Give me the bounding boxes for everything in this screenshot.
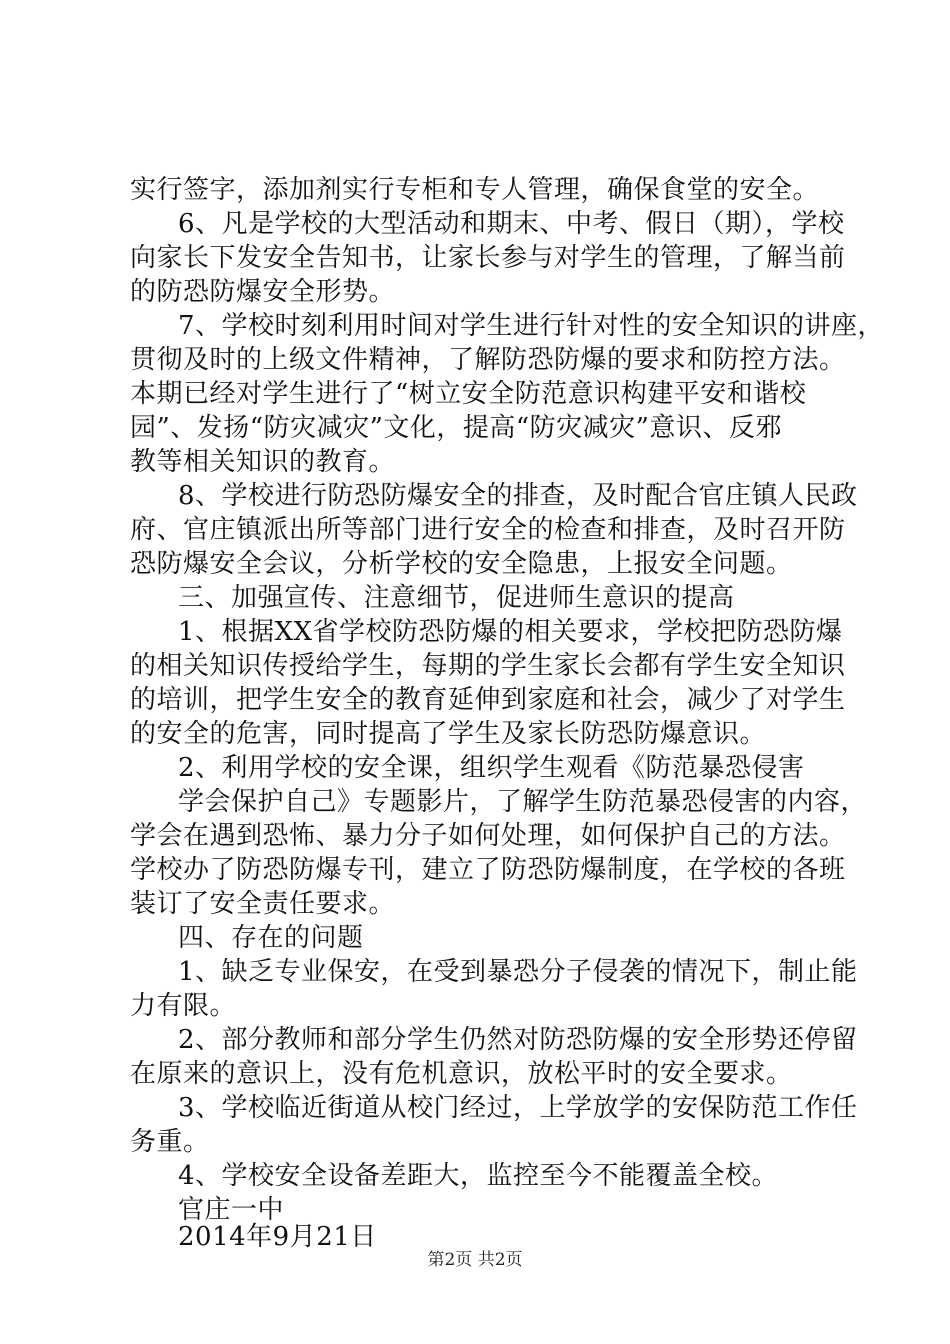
text-line: 本期已经对学生进行了“树立安全防范意识构建平安和谐校 (130, 379, 807, 409)
text-line: 3、学校临近街道从校门经过，上学放学的安保防范工作任 (178, 1093, 858, 1123)
text-line: 在原来的意识上，没有危机意识，放松平时的安全要求。 (130, 1059, 793, 1089)
text-line: 2、利用学校的安全课，组织学生观看《防范暴恐侵害 (178, 753, 805, 783)
text-line: 1、缺乏专业保安，在受到暴恐分子侵袭的情况下，制止能 (178, 957, 858, 987)
text-line: 7、学校时刻利用时间对学生进行针对性的安全知识的讲座， (178, 311, 885, 341)
text-line: 府、官庄镇派出所等部门进行安全的检查和排查，及时召开防 (130, 515, 846, 545)
text-line: 的相关知识传授给学生，每期的学生家长会都有学生安全知识 (130, 651, 846, 681)
signature-org: 官庄一中 (178, 1195, 285, 1225)
text-line: 学校办了防恐防爆专刊，建立了防恐防爆制度，在学校的各班 (130, 855, 846, 885)
text-line: 的培训，把学生安全的教育延伸到家庭和社会，减少了对学生 (130, 685, 846, 715)
text-line: 6、凡是学校的大型活动和期末、中考、假日（期），学校 (178, 209, 845, 239)
text-line: 1、根据XX省学校防恐防爆的相关要求，学校把防恐防爆 (178, 617, 843, 647)
text-line: 向家长下发安全告知书，让家长参与对学生的管理，了解当前 (130, 243, 846, 273)
text-line: 4、学校安全设备差距大，监控至今不能覆盖全校。 (178, 1161, 779, 1191)
signature-date: 2014年9月21日 (178, 1222, 377, 1252)
text-line: 学会在遇到恐怖、暴力分子如何处理，如何保护自己的方法。 (130, 821, 846, 851)
text-line: 2、部分教师和部分学生仍然对防恐防爆的安全形势还停留 (178, 1025, 858, 1055)
section-heading: 四、存在的问题 (178, 923, 364, 953)
page-footer: 第2页 共2页 (427, 1250, 523, 1270)
text-line: 园”、发扬“防灾减灾”文化，提高“防灾减灾”意识、反邪 (130, 413, 782, 443)
text-line: 的安全的危害，同时提高了学生及家长防恐防爆意识。 (130, 719, 767, 749)
text-line: 的防恐防爆安全形势。 (130, 277, 396, 307)
text-line: 教等相关知识的教育。 (130, 447, 396, 477)
text-line: 务重。 (130, 1127, 210, 1157)
text-line: 力有限。 (130, 991, 237, 1021)
text-line: 恐防爆安全会议，分析学校的安全隐患，上报安全问题。 (130, 549, 793, 579)
text-line: 实行签字，添加剂实行专柜和专人管理，确保食堂的安全。 (130, 175, 820, 205)
text-line: 装订了安全责任要求。 (130, 889, 396, 919)
text-line: 学会保护自己》专题影片，了解学生防范暴恐侵害的内容， (178, 787, 868, 817)
section-heading: 三、加强宣传、注意细节，促进师生意识的提高 (178, 583, 735, 613)
text-line: 贯彻及时的上级文件精神，了解防恐防爆的要求和防控方法。 (130, 345, 846, 375)
text-line: 8、学校进行防恐防爆安全的排查，及时配合官庄镇人民政 (178, 481, 858, 511)
